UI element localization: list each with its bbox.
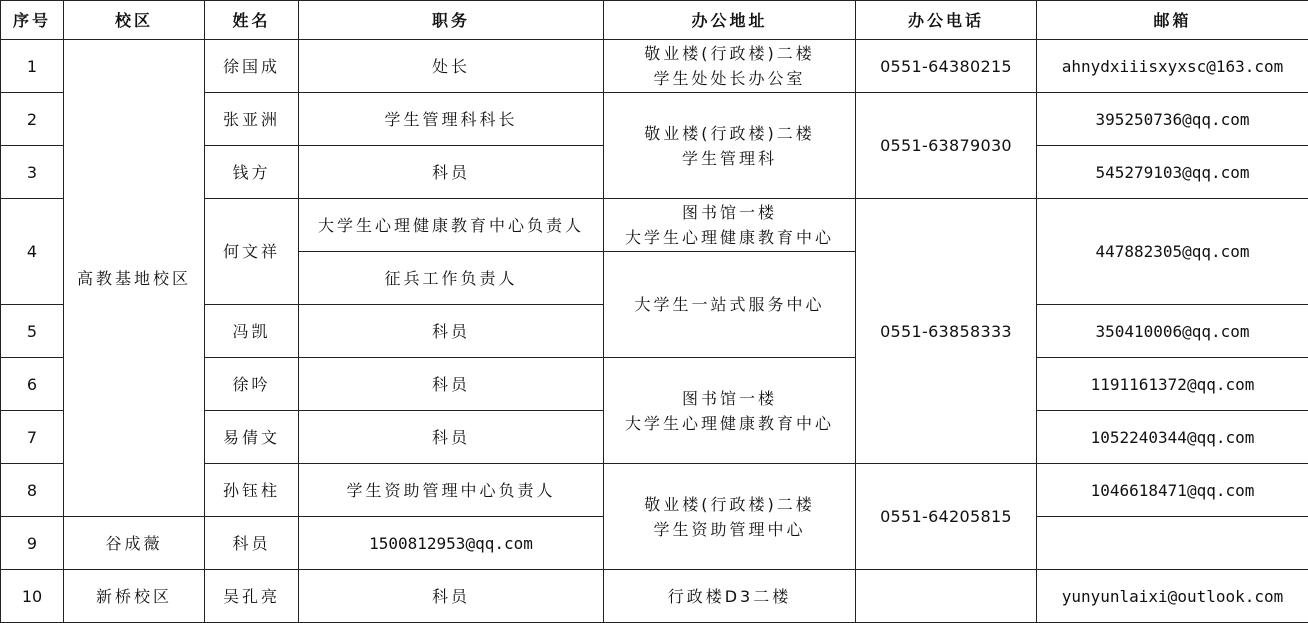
table-row [1, 570, 1308, 623]
address-line: 学生管理科 [608, 146, 851, 171]
email-cell[interactable]: ahnydxiiisxyxsc@163.com [1037, 40, 1308, 93]
row-index: 9 [1, 517, 64, 570]
office-phone: 0551-64205815 [856, 464, 1037, 570]
email-cell[interactable]: 545279103@qq.com [1037, 146, 1308, 199]
email-cell[interactable]: 1500812953@qq.com [299, 517, 604, 570]
address-line: 敬业楼(行政楼)二楼 [608, 41, 851, 66]
staff-name: 谷成薇 [64, 517, 205, 570]
office-address [604, 464, 856, 570]
header-email: 邮箱 [1037, 1, 1308, 40]
staff-name: 吴孔亮 [205, 570, 299, 623]
row-index: 4 [1, 199, 64, 305]
row-index: 8 [1, 464, 64, 517]
campus-cell: 高教基地校区 [64, 40, 205, 517]
row-index: 2 [1, 93, 64, 146]
email-cell[interactable]: 350410006@qq.com [1037, 305, 1308, 358]
staff-name: 钱方 [205, 146, 299, 199]
address-line: 大学生心理健康教育中心 [608, 411, 851, 436]
header-row [1, 1, 1308, 40]
staff-position: 征兵工作负责人 [299, 252, 604, 305]
address-line: 大学生心理健康教育中心 [608, 225, 851, 250]
row-index: 10 [1, 570, 64, 623]
header-position: 职务 [299, 1, 604, 40]
address-line: 学生处处长办公室 [608, 66, 851, 91]
header-campus: 校区 [64, 1, 205, 40]
email-cell[interactable]: yunyunlaixi@outlook.com [1037, 570, 1308, 623]
address-line: 敬业楼(行政楼)二楼 [608, 492, 851, 517]
address-line: 学生资助管理中心 [608, 517, 851, 542]
email-cell[interactable]: 1191161372@qq.com [1037, 358, 1308, 411]
staff-position: 学生管理科科长 [299, 93, 604, 146]
staff-name: 何文祥 [205, 199, 299, 305]
address-line: 图书馆一楼 [608, 200, 851, 225]
header-name: 姓名 [205, 1, 299, 40]
address-line: 行政楼D3二楼 [608, 584, 851, 609]
email-cell[interactable]: 395250736@qq.com [1037, 93, 1308, 146]
staff-name: 徐吟 [205, 358, 299, 411]
staff-position: 科员 [299, 570, 604, 623]
staff-position: 科员 [299, 146, 604, 199]
row-index: 6 [1, 358, 64, 411]
table-row [1, 40, 1308, 93]
staff-position: 科员 [299, 411, 604, 464]
staff-name: 徐国成 [205, 40, 299, 93]
email-cell[interactable]: 1052240344@qq.com [1037, 411, 1308, 464]
email-cell[interactable]: 447882305@qq.com [1037, 199, 1308, 305]
row-index: 1 [1, 40, 64, 93]
staff-position: 科员 [299, 358, 604, 411]
staff-position: 科员 [299, 305, 604, 358]
email-cell[interactable]: 1046618471@qq.com [1037, 464, 1308, 517]
office-phone [856, 570, 1037, 623]
row-index: 7 [1, 411, 64, 464]
office-address [604, 40, 856, 93]
campus-cell: 新桥校区 [64, 570, 205, 623]
header-phone: 办公电话 [856, 1, 1037, 40]
staff-position: 处长 [299, 40, 604, 93]
staff-position: 大学生心理健康教育中心负责人 [299, 199, 604, 252]
staff-position: 学生资助管理中心负责人 [299, 464, 604, 517]
address-line: 敬业楼(行政楼)二楼 [608, 121, 851, 146]
row-index: 5 [1, 305, 64, 358]
address-line: 大学生一站式服务中心 [608, 292, 851, 317]
staff-name: 冯凯 [205, 305, 299, 358]
header-address: 办公地址 [604, 1, 856, 40]
office-address [604, 252, 856, 358]
office-address [604, 570, 856, 623]
office-phone: 0551-63858333 [856, 199, 1037, 464]
staff-name: 张亚洲 [205, 93, 299, 146]
staff-position: 科员 [205, 517, 299, 570]
staff-name: 易倩文 [205, 411, 299, 464]
office-phone: 0551-63879030 [856, 93, 1037, 199]
address-line: 图书馆一楼 [608, 386, 851, 411]
row-index: 3 [1, 146, 64, 199]
office-phone: 0551-64380215 [856, 40, 1037, 93]
staff-name: 孙钰柱 [205, 464, 299, 517]
office-address [604, 358, 856, 464]
office-address [604, 199, 856, 252]
office-address [604, 93, 856, 199]
header-index: 序号 [1, 1, 64, 40]
